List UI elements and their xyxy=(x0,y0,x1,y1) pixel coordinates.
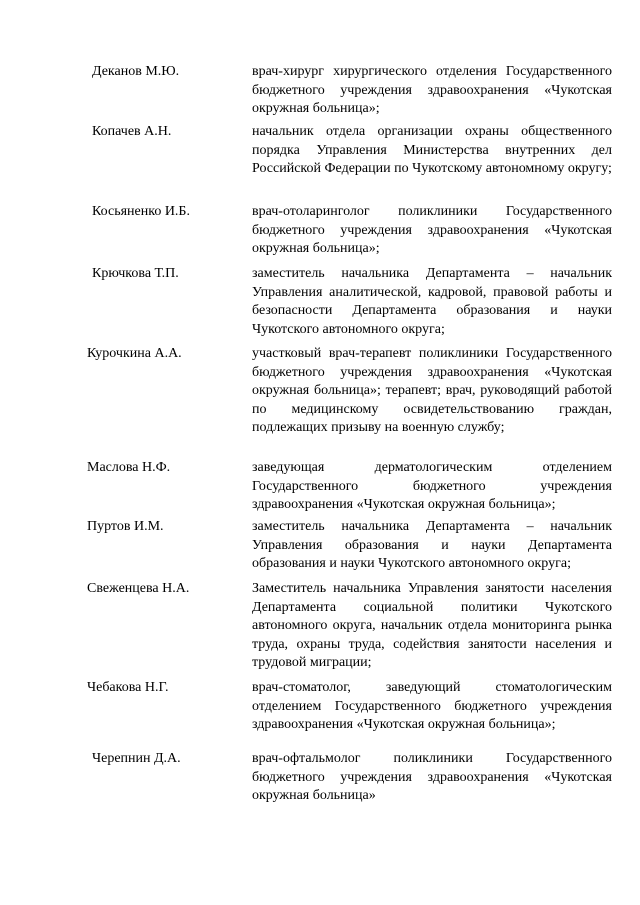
member-description: заместитель начальника Департамента – начальник Управления аналитической, кадровой, правовой работы и безопасности Департамента образования и науки Чукотского автономного округа; xyxy=(252,266,612,337)
member-description: начальник отдела организации охраны общественного порядка Управления Министерства внутренних дел Российской Федерации по Чукотскому автономному округу; xyxy=(252,124,612,176)
member-description: заведующая дерматологическим отделением Государственного бюджетного учреждения здравоохранения «Чукотская окружная больница»; xyxy=(252,460,612,512)
member-description: Заместитель начальника Управления занятости населения Департамента социальной политики Чукотского автономного округа, начальник отдела мониторинга рынка труда, охраны труда, содействия занятости населения и трудовой миграции; xyxy=(252,581,612,670)
member-description: врач-стоматолог, заведующий стоматологическим отделением Государственного бюджетного учреждения здравоохранения «Чукотская окружная больница»; xyxy=(252,680,612,732)
member-name: Пуртов И.М. xyxy=(87,519,164,534)
member-name: Маслова Н.Ф. xyxy=(87,460,171,475)
member-description: врач-офтальмолог поликлиники Государственного бюджетного учреждения здравоохранения «Чукотская окружная больница» xyxy=(252,751,612,803)
member-name: Черепнин Д.А. xyxy=(92,751,181,766)
member-name: Курочкина А.А. xyxy=(87,346,182,361)
member-description: врач-отоларинголог поликлиники Государственного бюджетного учреждения здравоохранения «Чукотская окружная больница»; xyxy=(252,204,612,256)
member-description: врач-хирург хирургического отделения Государственного бюджетного учреждения здравоохранения «Чукотская окружная больница»; xyxy=(252,64,612,116)
member-name: Копачев А.Н. xyxy=(92,124,172,139)
member-name: Косьяненко И.Б. xyxy=(92,204,190,219)
member-name: Крючкова Т.П. xyxy=(92,266,179,281)
member-name: Деканов М.Ю. xyxy=(92,64,180,79)
member-description: участковый врач-терапевт поликлиники Государственного бюджетного учреждения здравоохранения «Чукотская окружная больница»; терапевт; врач, руководящий работой по медицинскому освидетельствованию граждан, подлежащих призыву на военную службу; xyxy=(252,346,612,435)
member-name: Свеженцева Н.А. xyxy=(87,581,190,596)
member-description: заместитель начальника Департамента – начальник Управления образования и науки Департамента образования и науки Чукотского автономного округа; xyxy=(252,519,612,571)
member-name: Чебакова Н.Г. xyxy=(87,680,169,695)
